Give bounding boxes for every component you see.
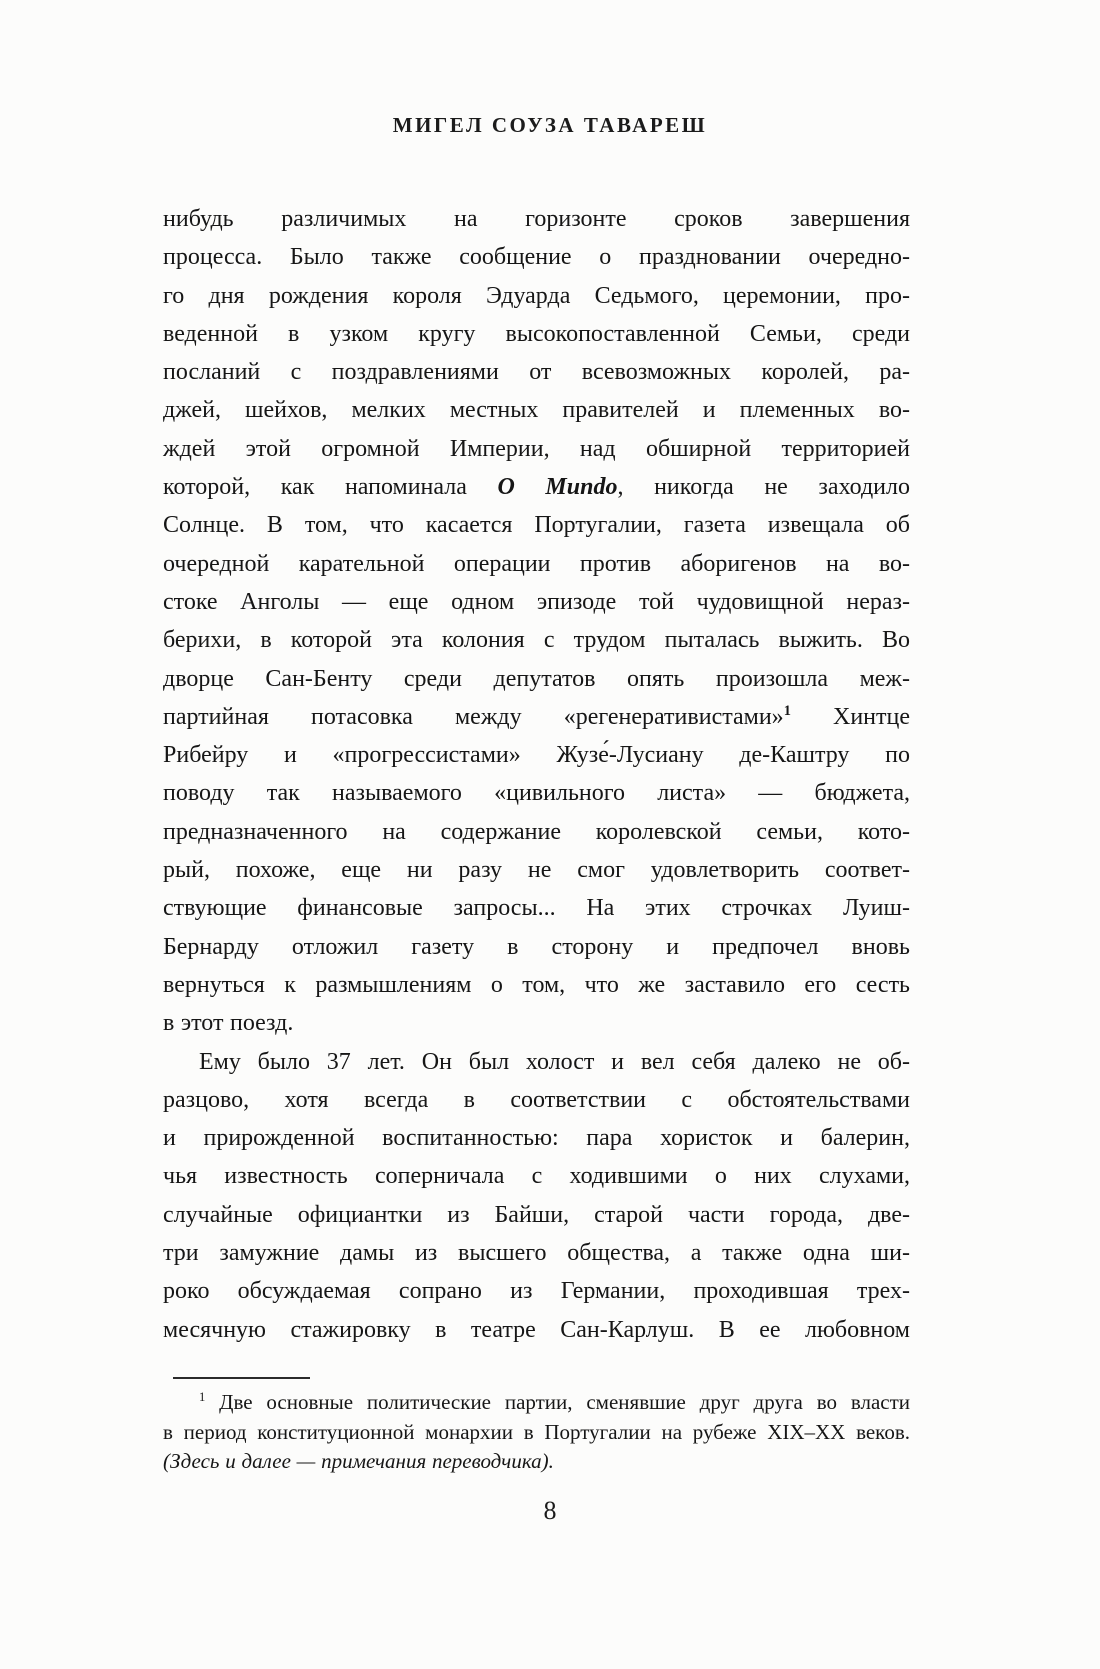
footnote-divider <box>173 1377 310 1379</box>
body-text <box>163 200 910 1349</box>
running-head: МИГЕЛ СОУЗА ТАВАРЕШ <box>392 113 708 137</box>
text-line: месячную стажировку в театре Сан-Карлуш. В ее любовном <box>163 1316 910 1343</box>
text-line: случайные официантки из Байши, старой части города, две- <box>163 1201 910 1228</box>
text-line: которой, как напоминала O Mundo, никогда не заходило <box>163 474 910 501</box>
text-line: Рибейру и «прогрессистами» Жузе́-Лусиану де-Каштру по <box>163 742 910 769</box>
text-line: в период конституционной монархии в Португалии на рубеже XIX–XX веков. <box>163 1419 910 1444</box>
text-line: процесса. Было также сообщение о праздновании очередно- <box>163 244 910 271</box>
text-line: (Здесь и далее — примечания переводчика). <box>163 1449 554 1473</box>
text-line: стоке Анголы — еще одном эпизоде той чудовищной нераз- <box>163 588 910 615</box>
text-line: берихи, в которой эта колония с трудом пыталась выжить. Во <box>163 627 910 654</box>
text-line: три замужние дамы из высшего общества, а также одна ши- <box>163 1240 910 1267</box>
text-line: Бернарду отложил газету в сторону и предпочел вновь <box>163 933 910 960</box>
text-line: нибудь различимых на горизонте сроков завершения <box>163 206 910 232</box>
text-line: предназначенного на содержание королевской семьи, кото- <box>163 818 910 845</box>
text-line: вернуться к размышлениям о том, что же заставило его сесть <box>163 971 910 998</box>
text-line: поводу так называемого «цивильного листа» — бюджета, <box>163 780 910 807</box>
footnote-text <box>163 1388 910 1477</box>
text-line: ствующие финансовые запросы... На этих строчках Луиш- <box>163 895 910 922</box>
text-line: чья известность соперничала с ходившими о них слухами, <box>163 1163 910 1190</box>
text-line: в этот поезд. <box>163 1010 294 1037</box>
page-number: 8 <box>543 1496 557 1525</box>
text-line: посланий с поздравлениями от всевозможных королей, ра- <box>163 359 910 386</box>
text-line: разцово, хотя всегда в соответствии с обстоятельствами <box>163 1086 910 1113</box>
text-line: веденной в узком кругу высокопоставленной Семьи, среди <box>163 320 910 347</box>
text-line: рый, похоже, еще ни разу не смог удовлетворить соответ- <box>163 857 910 884</box>
text-line: и прирожденной воспитанностью: пара хористок и балерин, <box>163 1125 910 1152</box>
text-line: го дня рождения короля Эдуарда Седьмого, церемонии, про- <box>163 282 910 309</box>
text-line: очередной карательной операции против аборигенов на во- <box>163 550 910 577</box>
text-line: партийная потасовка между «регенеративистами»$^1$ Хинтце <box>163 702 910 730</box>
text-line: дворце Сан-Бенту среди депутатов опять произошла меж- <box>163 665 910 692</box>
text-line: Ему было 37 лет. Он был холост и вел себя далеко не об- <box>199 1048 910 1075</box>
text-line: $^1$ Две основные политические партии, сменявшие друг друга во власти <box>199 1390 910 1414</box>
text-line: джей, шейхов, мелких местных правителей и племенных во- <box>163 397 910 424</box>
text-line: ждей этой огромной Империи, над обширной территорией <box>163 435 910 462</box>
text-line: Солнце. В том, что касается Португалии, газета извещала об <box>163 512 910 539</box>
text-line: роко обсуждаемая сопрано из Германии, проходившая трех- <box>163 1278 910 1305</box>
